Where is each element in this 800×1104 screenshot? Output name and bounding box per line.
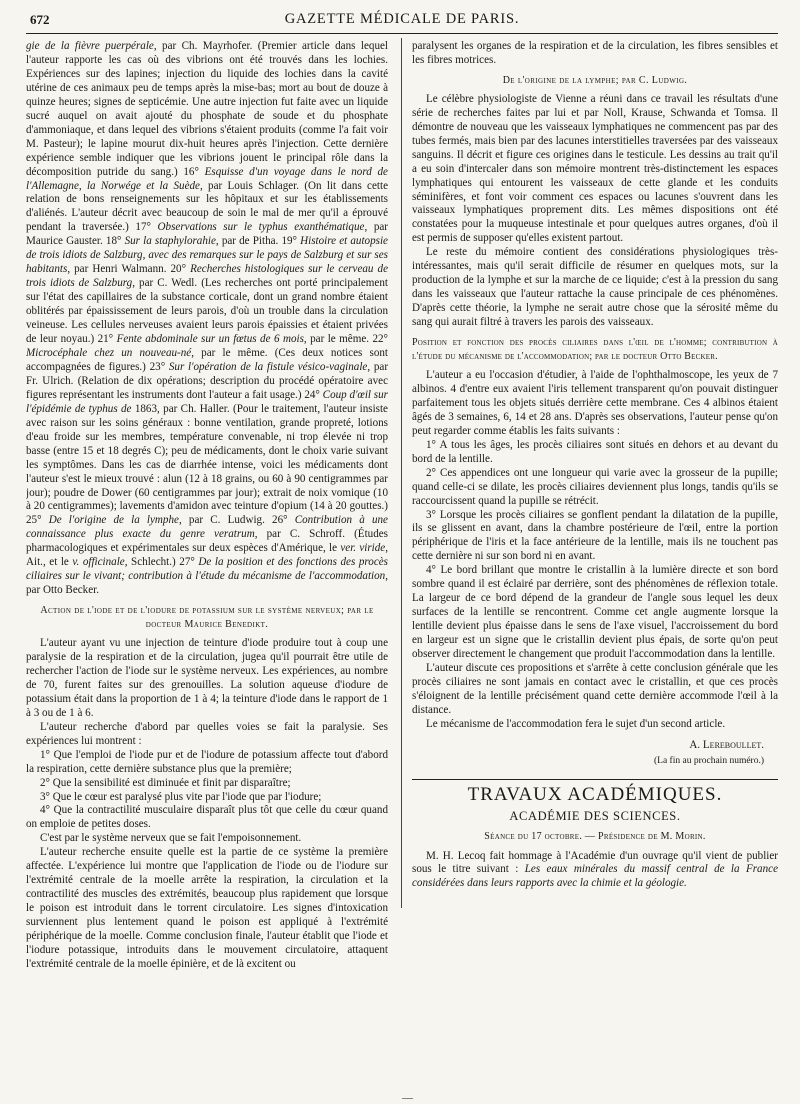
section-separator [412,779,778,780]
left-paragraph-9: L'auteur recherche ensuite quelle est la partie de ce système la première affectée. L'expérience lui montre que l'application de l'iode ou de l'iodure sur l'extrémité centrale de la moelle arrête la respiration, la circulation et la contractilité des muscles des extrémités, beaucoup plus rapidement que lorsque le poison est introduit dans le torrent circulatoire. Les signes d'intoxication surviennent plus lentement quand le poison est appliqué à l'extrémité périphérique de la moelle. Comme conclusion finale, l'auteur établit que l'iode et l'iodure potassique, introduits dans le mouvement circulatoire, attaquent l'extrémité centrale de la moelle épinière, et de là excitent ou [26,846,388,970]
left-title-fragment: De l'origine de la lymphe [48,514,179,527]
author-signature: A. Lereboullet. [689,738,764,751]
left-title-fragment: Sur l'opération de la fistule vésico-vaginale [168,360,368,373]
right-paragraph-11 [412,850,778,892]
right-column [412,40,778,1090]
travaux-heading: TRAVAUX ACADÉMIQUES. [467,783,723,805]
left-text-fragment: , par Maurice Gauster. 18° [26,221,388,248]
right-paragraph-4: L'auteur a eu l'occasion d'étudier, à l'aide de l'ophthalmoscope, les yeux de 7 albinos. 4 d'entre eux avaient l'iris tellement transparent qu'on pouvait distinguer parfaitement tous les objets situés derrière cette membrane. Ces 4 albinos étaient âgés de 3 semaines, 6, 14 et 28 ans. D'après ses observations, l'auteur pense qu'on peut regarder comme établis les faits suivants : [412,368,778,437]
column-divider [401,38,402,908]
right-list-item-4: 4° Le bord brillant que montre le cristallin à la lumière directe et son bord sombre quand il est éclairé par derrière, sont des phénomènes de réflexion totale. La largeur de ce bord dépend de la grandeur de l'angle sous lequel les deux surfaces de la lentille se rencontrent. Comme cet angle augmente lorsque la lentille devient plus épaisse dans le sens de l'axe visuel, l'accroissement du bord en largeur est un signe que le cristallin devient plus épais, de sorte qu'on peut observer directement le changement que produit l'accommodation dans la lentille. [412,564,778,661]
section-title-lymphe: De l'origine de la lymphe; par C. Ludwig. [502,74,688,86]
left-list-item-4: 4° Que la contractilité musculaire disparaît plus tôt que celle du cœur quand on emploie de petites doses. [26,804,388,831]
right-paragraph-10: Le mécanisme de l'accommodation fera le sujet d'un second article. [426,717,726,730]
section-title-iode: Action de l'iode et de l'iodure de potassium sur le système nerveux; par le docteur Maurice Benedikt. [40,605,374,631]
right-paragraph-9: L'auteur discute ces propositions et s'arrête à cette conclusion générale que les procès ciliaires ne sont jamais en contact avec le cristallin, et que ces procès s'éloignent de la lentille précisément quand cette dernière accommode l'œil à la distance. [412,661,778,716]
footer-mark: — [402,1092,413,1104]
left-title-fragment: ver. viride [340,542,386,555]
newspaper-page [26,10,778,1104]
right-title-fragment: Les eaux minérales du massif central de la France considérées dans leurs rapports avec la chimie et la géologie. [412,863,778,890]
right-list-item-3: 3° Lorsque les procès ciliaires se gonflent pendant la dilatation de la pupille, ils se glissent en avant, dans la chambre postérieure de l'œil, entre la portion périphérique de l'iris et la face antérieure de la lentille, mais ils ne touchent pas cette dernière ni sur son bord ni en avant. [412,508,778,563]
left-text-fragment: , par Louis Schlager. (On lit dans cette relation de bons renseignements sur les hôpitaux et sur les établissements d'aliénés. L'auteur décrit avec beaucoup de soin le mal de mer qu'il a éprouvé pendant la traversée.) 17° [26,179,388,234]
left-title-fragment: De la position et des fonctions des procès ciliaires sur le vivant; contribution à l'étude du mécanisme de l'accommodation [26,556,388,583]
left-text-fragment: , par Henri Walmann. 20° [67,263,187,276]
right-list-item-2: 2° Ces appendices ont une longueur qui varie avec la grosseur de la pupille; quand celle-ci se dilate, les procès ciliaires deviennent plus longs, tandis qu'ils se raccourcissent quand la pupille se rétrécit. [412,466,778,507]
left-text-fragment: , par Fr. Ulrich. (Relation de dix opérations; description du procédé opératoire avec figures représentant les instruments dont l'auteur a fait usage.) 24° [26,360,388,401]
left-text-fragment: , par le même. (Ces deux notices sont accompagnées de figures.) 23° [26,346,388,373]
left-list-item-3: 3° Que le cœur est paralysé plus vite par l'iode que par l'iodure; [40,790,322,803]
left-paragraph-8: C'est par le système nerveux que se fait l'empoisonnement. [40,832,302,845]
left-text-fragment: , Schlecht.) 27° [124,556,195,569]
page-header [26,10,778,32]
continued-note: (La fin au prochain numéro.) [654,755,764,766]
left-text-fragment: , par C. Ludwig. 26° [178,514,288,527]
left-text-fragment: , par le même. 22° [303,333,388,346]
left-text-fragment: 1863, par Ch. Haller. (Pour le traitement, l'auteur insiste avec raison sur les soins généraux : bonne ventilation, grande propreté, lotions d'eau froide sur les membres, température convenable, ni trop élevée ni trop basse (entre 15 et 18 degrés C); peu de médicaments, dont le choix varie suivant les symptômes. Dans les cas de diarrhée intense, voici les médicaments dont l'auteur s'est le mieux trouvé : alun (12 à 18 grains, ou 60 à 90 centigrammes par jour); poudre de Dower (60 centigrammes par jour); extrait de noix vomique (10 à 20 centigrammes); lavements d'amidon avec teinture d'opium (14 à 20 gouttes.) 25° [26,402,388,527]
left-column [26,40,388,1090]
left-text-fragment: , par de Pitha. 19° [215,235,297,248]
right-paragraph-2: Le célèbre physiologiste de Vienne a réuni dans ce travail les résultats d'une série de recherches faites par lui et par Noll, Krause, Schwanda et Tomsa. Il démontre de nouveau que les vaisseaux lymphatiques ne commencent pas par des tubes fermés, mais bien par des lacunes interstitielles traversées par des vaisseaux sanguins. Il décrit et figure ces origines dans le testicule. Les dessins au trait qu'il a eu soin d'intercaler dans son mémoire montrent très-distinctement les espaces lymphatiques qui entourent les vaisseaux de cette glande et les conduits séminifères, et font voir comment ces espaces ou lacunes s'ouvrent dans les vaisseaux lymphatiques proprement dits. Les mêmes dispositions ont été constatées pour la muqueuse intestinale et pour quelques autres organes, d'où il est permis de supposer qu'elles existent partout. [412,92,778,245]
left-title-fragment: Contribution à une connaissance plus exacte du genre veratrum [26,514,388,541]
left-title-fragment: Observations sur le typhus exanthématique [157,221,365,234]
left-title-fragment: Esquisse d'un voyage dans le nord de l'Allemagne, la Norwége et la Suède [26,165,388,192]
left-title-fragment: Recherches histologiques sur le cerveau de trois idiots de Salzburg [26,263,388,290]
right-paragraph-1: paralysent les organes de la respiration et de la circulation, les fibres sensibles et les fibres motrices. [412,40,778,66]
left-paragraph-1 [26,40,388,598]
seance-line: Séance du 17 octobre. — Présidence de M. Morin. [484,830,706,842]
left-text-fragment: , par C. Wedl. (Les recherches ont porté principalement sur l'état des capillaires de la substance corticale, dont un grand nombre étaient oblitérés par épaississement de leurs parois, d'où un trouble dans la circulation veineuse. Les cellules nerveuses avaient leurs parois épaissies et étaient privées de leur noyau.) 21° [26,277,388,346]
left-text-fragment: , par C. Schroff. (Études pharmacologiques et expérimentales sur deux espèces d'Amérique, le [26,528,388,555]
left-list-item-1: 1° Que l'emploi de l'iode pur et de l'iodure de potassium affecte tout d'abord la respiration, cette dernière substance plus que la première; [26,748,388,775]
page-number: 672 [30,12,50,27]
left-title-fragment: v. officinale [72,556,125,569]
left-title-fragment: Microcéphale chez un nouveau-né [26,346,192,359]
left-text-fragment: , Ait., et le [26,542,388,569]
left-title-fragment: Coup d'œil sur l'épidémie de typhus de [26,388,388,415]
left-text-fragment: , par Ch. Mayrhofer. (Premier article dans lequel l'auteur rapporte les cas où des vibrions ont été trouvés dans les lochies. Expériences sur des lapines; injection du liquide des lochies dans la cavité utérine de ces animaux peu de temps après la mise-bas; mort au bout de douze à quinze heures; signes de septicémie. Une autre injection fut faite avec un liquide sucré auquel on avait ajouté du phosphate de soude et du phosphate d'ammoniaque, et dans lequel des vibrions s'étaient produits (comme l'a fait voir M. Pasteur); le lapine mourut dix-huit heures après l'injection. Cette dernière expérience semble indiquer que les vibrions jouent le principal rôle dans la décomposition putride du sang.) 16° [26,40,388,178]
right-list-item-1: 1° A tous les âges, les procès ciliaires sont situés en dehors et au devant du bord de la lentille. [412,438,778,465]
section-title-ciliaires: Position et fonction des procès ciliaires dans l'œil de l'homme; contribution à l'étude du mécanisme de l'accommodation; par le docteur Otto Becker. [412,337,778,363]
left-title-fragment: gie de la fièvre puerpérale [26,40,154,52]
left-title-fragment: Fente abdominale sur un fœtus de 6 mois [116,333,304,346]
header-rule [26,33,778,34]
right-text-fragment: M. H. Lecoq fait hommage à l'Académie d'un ouvrage qu'il vient de publier sous le titre suivant : [412,849,778,876]
right-paragraph-3: Le reste du mémoire contient des considérations physiologiques très-intéressantes, mais qu'il serait difficile de résumer en quelques mots, sur la production de la lymphe et sur la marche de ce liquide; c'est à la pression du sang dans les vaisseaux que l'auteur rattache la cause principale de ces phénomènes. D'après cette théorie, la lymphe ne serait autre chose que la sérosité même du sang qui aurait filtré à travers les parois des vaisseaux. [412,246,778,329]
left-text-fragment: , par Otto Becker. [26,570,388,597]
journal-title: GAZETTE MÉDICALE DE PARIS. [284,11,520,27]
left-list-item-2: 2° Que la sensibilité est diminuée et finit par disparaître; [40,776,291,789]
left-title-fragment: Sur la staphylorahie [124,235,216,248]
academie-heading: ACADÉMIE DES SCIENCES. [509,808,681,823]
left-paragraph-3: L'auteur recherche d'abord par quelles voies se fait la paralysie. Ses expériences lui montrent : [26,720,388,747]
left-paragraph-2: L'auteur ayant vu une injection de teinture d'iode produire tout à coup une paralysie de la respiration et de la circulation, jugea qu'il pourrait être utile de rechercher l'action de l'iode sur le système nerveux. Les expériences, au nombre de 70, furent faites sur des grenouilles. La solution aqueuse d'iodure de potassium était dans la proportion de 1 à 4; la teinture d'iode dans le rapport de 1 à 3 ou de 1 à 6. [26,637,388,719]
left-title-fragment: Histoire et autopsie de trois idiots de Salzburg, avec des remarques sur le pays de Salzburg et sur ses habitants [26,235,388,276]
